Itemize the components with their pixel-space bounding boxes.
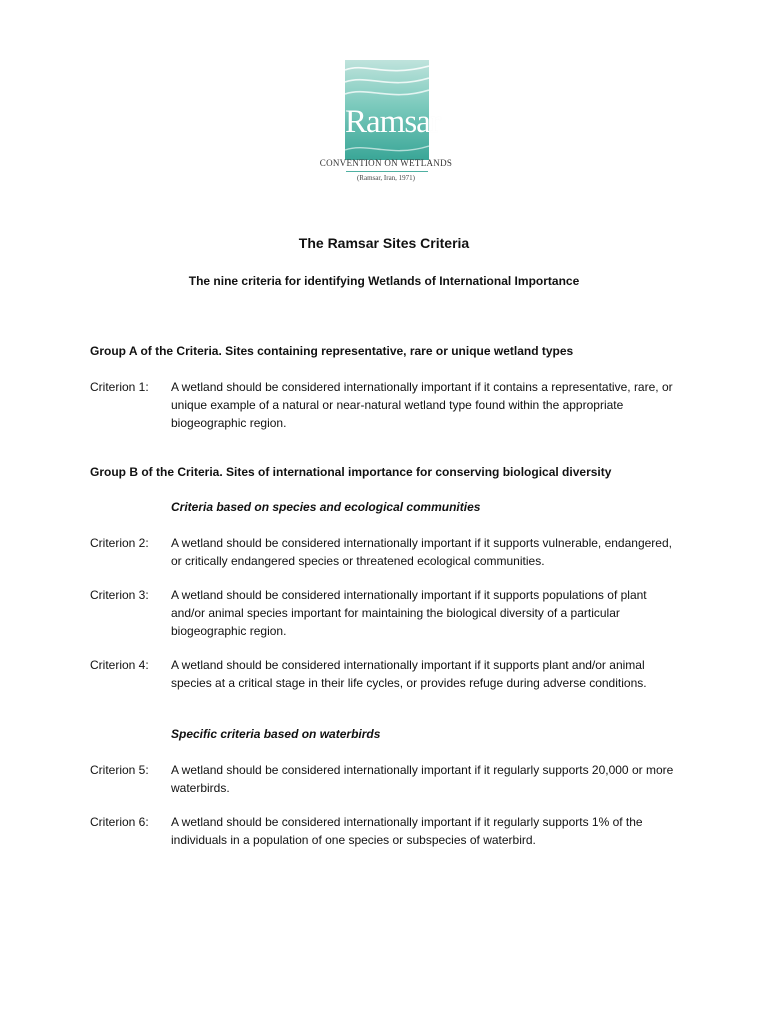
criterion-text: A wetland should be considered internationally important if it regularly supports 20,000 or more waterbirds. [171, 763, 674, 795]
criterion-label: Criterion 3: [90, 588, 149, 602]
criterion-label: Criterion 4: [90, 658, 149, 672]
page-subtitle: The nine criteria for identifying Wetlands of International Importance [188, 274, 580, 288]
criterion-label: Criterion 1: [90, 380, 149, 394]
criterion-label: Criterion 5: [90, 763, 149, 777]
logo-convention-text: CONVENTION ON WETLANDS [319, 158, 453, 168]
criterion-text: A wetland should be considered internationally important if it supports vulnerable, endangered, or critically endangered species or threatened ecological communities. [171, 536, 672, 568]
species-communities-subheading: Criteria based on species and ecological communities [171, 500, 481, 514]
criterion-text: A wetland should be considered internationally important if it supports populations of plant and/or animal species important for maintaining the biological diversity of a particular biogeographic region. [171, 588, 647, 638]
waterbirds-subheading: Specific criteria based on waterbirds [171, 727, 381, 741]
group-a-heading: Group A of the Criteria. Sites containing representative, rare or unique wetland types [90, 344, 574, 358]
criterion-text: A wetland should be considered internationally important if it contains a representative, rare, or unique example of a natural or near-natural wetland type found within the appropriate biogeographic region. [171, 380, 673, 430]
page-title: The Ramsar Sites Criteria [298, 235, 470, 251]
ramsar-logo [310, 52, 462, 188]
logo-wordmark: Ramsar [345, 104, 440, 140]
criterion-text: A wetland should be considered internationally important if it supports plant and/or animal species at a critical stage in their life cycles, or provides refuge during adverse conditions. [171, 658, 647, 690]
group-b-heading: Group B of the Criteria. Sites of international importance for conserving biological diversity [90, 465, 612, 479]
logo-city-text: (Ramsar, Iran, 1971) [356, 174, 416, 182]
criterion-label: Criterion 6: [90, 815, 149, 829]
criterion-label: Criterion 2: [90, 536, 149, 550]
criterion-text: A wetland should be considered internationally important if it regularly supports 1% of the individuals in a population of one species or subspecies of waterbird. [171, 815, 643, 847]
logo-divider [346, 171, 428, 172]
